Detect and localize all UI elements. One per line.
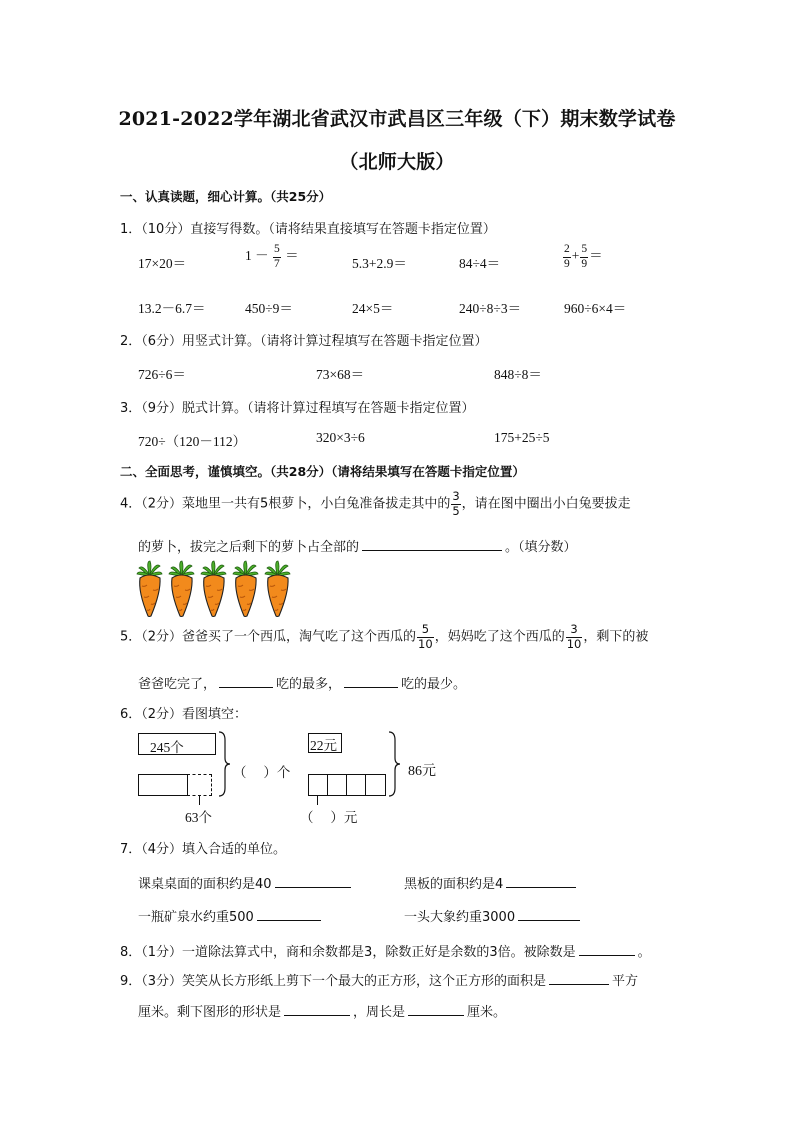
- q1-item-c: 5.3+2.9＝: [352, 256, 407, 271]
- q7-item-b: 黑板的面积约是4: [404, 873, 579, 892]
- q1-item-i: 240÷8÷3＝: [459, 301, 522, 316]
- q6-divider-2: [346, 775, 347, 795]
- q7-blank-a[interactable]: [275, 875, 351, 888]
- q6-right-brace: [387, 730, 401, 802]
- question-3-text: 3．（9分）脱式计算。（请将计算过程填写在答题卡指定位置）: [120, 401, 475, 416]
- question-2-text: 2．（6分）用竖式计算。（请将计算过程填写在答题卡指定位置）: [120, 334, 488, 349]
- carrot-icon[interactable]: [233, 561, 258, 617]
- q6-bottom-dashed-extension: [187, 774, 212, 796]
- q7-item-c: 一瓶矿泉水约重500: [138, 906, 324, 925]
- page-subtitle: （北师大版）: [339, 151, 455, 173]
- q7-blank-d[interactable]: [518, 908, 580, 921]
- q9-blank-perimeter[interactable]: [408, 1003, 464, 1016]
- q2-item-c: 848÷8＝: [494, 367, 542, 382]
- question-5-line2: 爸爸吃完了， 吃的最多， 吃的最少。: [138, 677, 467, 692]
- question-1-text: 1．（10分）直接写得数。（请将结果直接填写在答题卡指定位置）: [120, 222, 496, 237]
- q6-divider-1: [327, 775, 328, 795]
- carrot-illustration: [134, 560, 294, 618]
- q7-item-d: 一头大象约重3000: [404, 906, 583, 925]
- page-title: 2021-2022学年湖北省武汉市武昌区三年级（下）期末数学试卷: [118, 108, 676, 130]
- q1-item-g: 450÷9＝: [245, 301, 293, 316]
- q5-blank-least[interactable]: [344, 675, 398, 688]
- q6-bottom-label: 63个: [185, 810, 212, 825]
- section-heading-1: 一、认真读题，细心计算。（共25分）: [120, 189, 332, 204]
- section-heading-2: 二、全面思考，谨慎填空。（共28分）（请将结果填写在答题卡指定位置）: [120, 464, 525, 479]
- q6-left-answer[interactable]: （ ）个: [233, 765, 291, 780]
- q3-item-b: 320×3÷6: [316, 430, 365, 445]
- q7-blank-b[interactable]: [506, 875, 576, 888]
- q4-answer-blank[interactable]: [362, 538, 502, 551]
- q1-item-a: 17×20＝: [138, 256, 187, 271]
- q1-item-e: $\frac{2}{9}$ + $\frac{5}{9}$ ＝: [564, 243, 603, 270]
- q1-item-d: 84÷4＝: [459, 256, 501, 271]
- q9-blank-shape[interactable]: [284, 1003, 350, 1016]
- q7-blank-c[interactable]: [257, 908, 321, 921]
- q1-item-h: 24×5＝: [352, 301, 394, 316]
- question-4-line2: 的萝卜，拔完之后剩下的萝卜占全部的 。（填分数）: [138, 540, 577, 555]
- question-9-text: 9．（3分）笑笑从长方形纸上剪下一个最大的正方形，这个正方形的面积是 平方: [120, 974, 639, 989]
- q6-right-tick: [317, 795, 318, 805]
- q6-bottom-tick: [199, 795, 200, 805]
- q5-blank-most[interactable]: [219, 675, 273, 688]
- q3-item-c: 175+25÷5: [494, 430, 550, 445]
- q6-right-bottom-bar: [308, 774, 386, 796]
- carrot-icon[interactable]: [201, 561, 226, 617]
- q8-answer-blank[interactable]: [579, 943, 635, 956]
- question-5-text: 5．（2分）爸爸买了一个西瓜，淘气吃了这个西瓜的 $\frac{5}{10}$ ，妈妈吃了这个西瓜的 $\frac{3}{10}$ ，剩下的被: [120, 622, 649, 651]
- carrot-icon[interactable]: [169, 561, 194, 617]
- q6-total-label: 86元: [408, 764, 436, 779]
- q6-left-brace: [217, 730, 231, 802]
- q2-item-b: 73×68＝: [316, 367, 365, 382]
- question-7-text: 7．（4分）填入合适的单位。: [120, 842, 287, 857]
- q6-bottom-bar: [138, 774, 188, 796]
- q6-divider-3: [365, 775, 366, 795]
- q1-item-j: 960÷6×4＝: [564, 301, 627, 316]
- q3-item-a: 720÷（120－112）: [138, 434, 247, 449]
- q1-item-f: 13.2－6.7＝: [138, 301, 206, 316]
- carrot-icon[interactable]: [137, 561, 162, 617]
- q7-item-a: 课桌桌面的面积约是40: [138, 873, 354, 892]
- carrot-icon[interactable]: [265, 561, 290, 617]
- q6-top-label: 245个: [150, 740, 184, 755]
- q6-right-top-label: 22元: [310, 738, 337, 753]
- q2-item-a: 726÷6＝: [138, 367, 186, 382]
- q1-item-b: 1 － $\frac{5}{7}$ ＝: [245, 243, 299, 270]
- q6-right-answer[interactable]: （ ）元: [300, 810, 358, 825]
- question-6-text: 6．（2分）看图填空：: [120, 707, 248, 722]
- q9-blank-area[interactable]: [549, 972, 609, 985]
- question-4-text: 4．（2分）菜地里一共有5根萝卜，小白兔准备拔走其中的 $\frac{3}{5}$ ，请在图中圈出小白兔要拔走: [120, 489, 631, 518]
- question-8-text: 8．（1分）一道除法算式中，商和余数都是3，除数正好是余数的3倍。被除数是 。: [120, 945, 651, 960]
- question-9-line2: 厘米。剩下图形的形状是 ，周长是 厘米。: [138, 1005, 507, 1020]
